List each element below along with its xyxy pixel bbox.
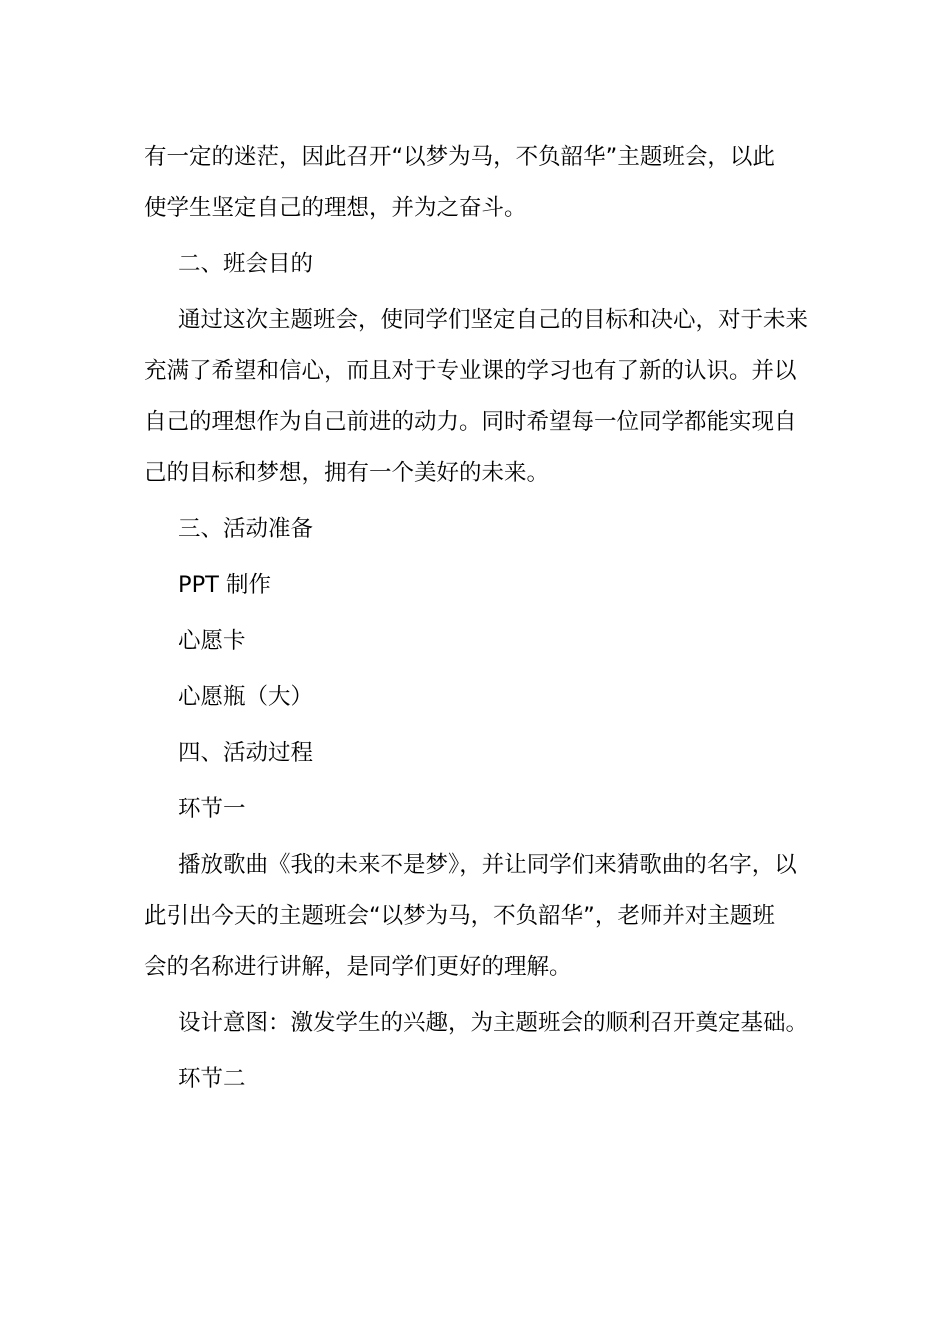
paragraph-intro-line-1: 有一定的迷茫，因此召开“以梦为马，不负韶华”主题班会，以此 bbox=[144, 144, 775, 170]
paragraph-intro-line-2: 使学生坚定自己的理想，并为之奋斗。 bbox=[144, 195, 527, 221]
paragraph-step-one-line-3: 会的名称进行讲解，是同学们更好的理解。 bbox=[144, 954, 572, 980]
paragraph-step-one-line-2: 此引出今天的主题班会“以梦为马，不负韶华”，老师并对主题班 bbox=[144, 903, 775, 929]
section-heading-purpose: 二、班会目的 bbox=[178, 251, 314, 277]
list-item-wish-bottle: 心愿瓶（大） bbox=[178, 684, 314, 710]
document-body bbox=[144, 132, 808, 1105]
paragraph-purpose-line-1: 通过这次主题班会，使同学们坚定自己的目标和决心，对于未来 bbox=[178, 307, 809, 333]
list-item-ppt: PPT 制作 bbox=[178, 572, 272, 598]
paragraph-design-intent: 设计意图：激发学生的兴趣，为主题班会的顺利召开奠定基础。 bbox=[178, 1010, 809, 1036]
list-item-wish-card: 心愿卡 bbox=[178, 628, 246, 654]
paragraph-purpose-line-4: 己的目标和梦想，拥有一个美好的未来。 bbox=[144, 460, 550, 486]
paragraph-purpose-line-3: 自己的理想作为自己前进的动力。同时希望每一位同学都能实现自 bbox=[144, 409, 797, 435]
paragraph-purpose-line-2: 充满了希望和信心，而且对于专业课的学习也有了新的认识。并以 bbox=[144, 358, 797, 384]
step-heading-one: 环节一 bbox=[178, 796, 246, 822]
section-heading-process: 四、活动过程 bbox=[178, 740, 314, 766]
section-heading-preparation: 三、活动准备 bbox=[178, 516, 314, 542]
paragraph-step-one-line-1: 播放歌曲《我的未来不是梦》，并让同学们来猜歌曲的名字，以 bbox=[178, 852, 797, 878]
step-heading-two: 环节二 bbox=[178, 1066, 246, 1092]
